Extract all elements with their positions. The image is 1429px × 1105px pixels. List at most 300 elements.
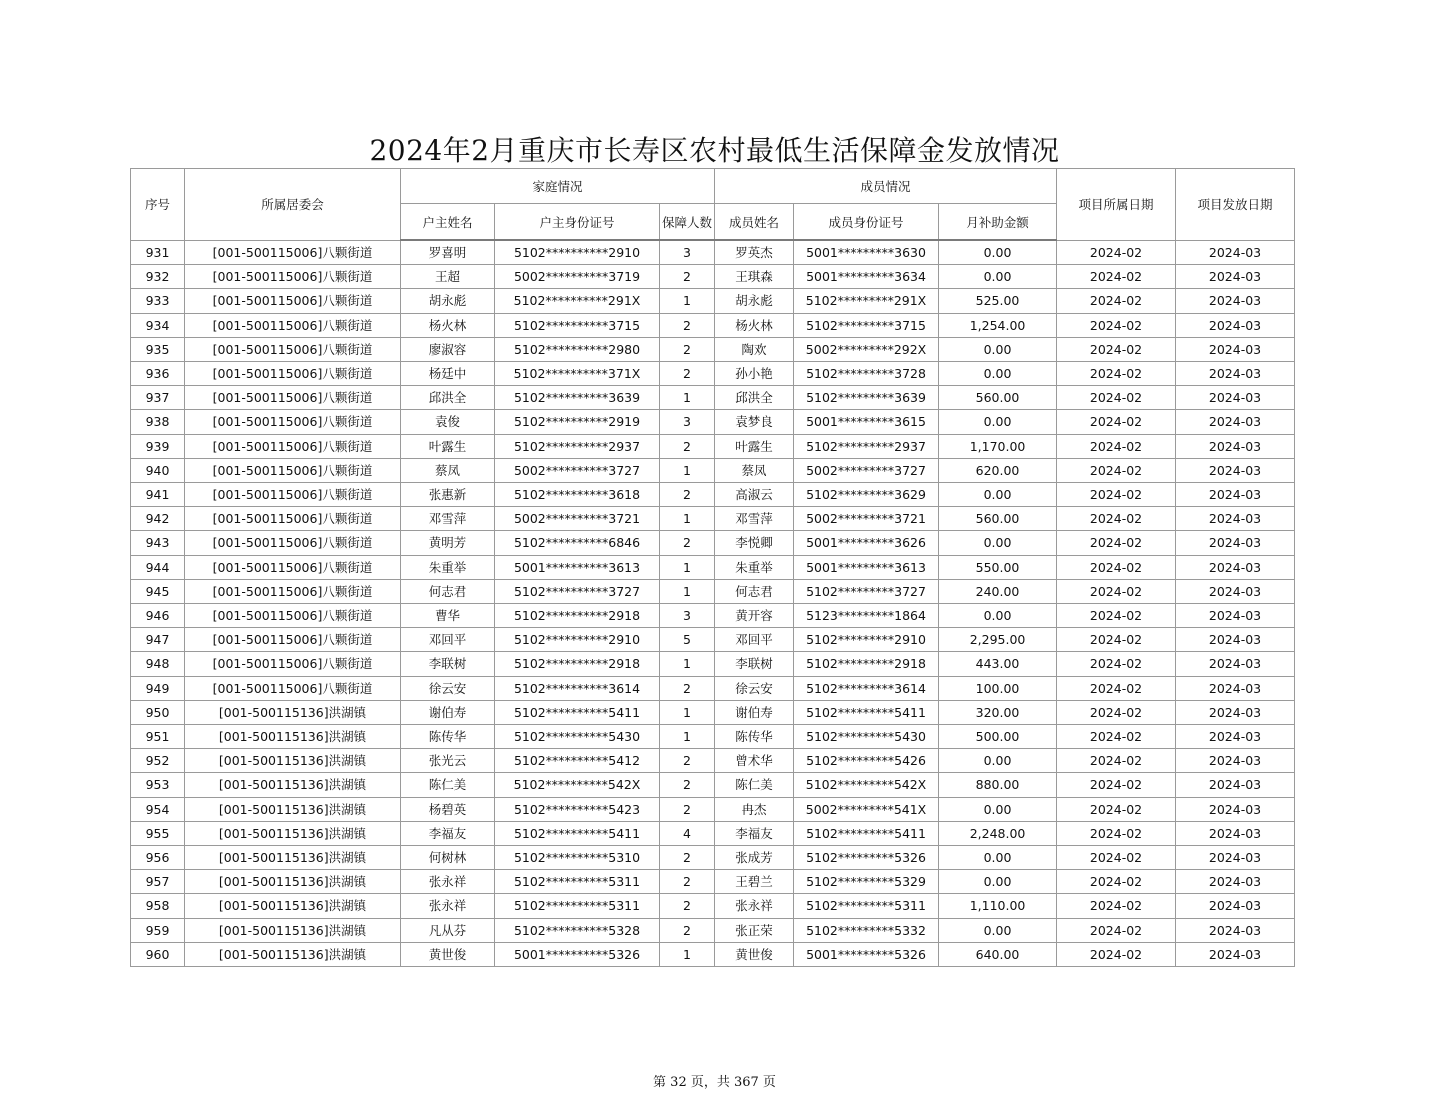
project-month-cell: 2024-02: [1057, 458, 1176, 482]
seq-cell: 946: [131, 604, 185, 628]
amount-cell: 620.00: [939, 458, 1057, 482]
head-id-cell: 5102**********2918: [495, 604, 660, 628]
committee-cell: [001-500115006]八颗街道: [185, 531, 401, 555]
project-month-cell: 2024-02: [1057, 507, 1176, 531]
amount-cell: 100.00: [939, 676, 1057, 700]
release-month-cell: 2024-03: [1176, 652, 1295, 676]
seq-cell: 956: [131, 846, 185, 870]
head-id-cell: 5102**********3727: [495, 579, 660, 603]
head-name-cell: 邓雪萍: [401, 507, 495, 531]
member-name-cell: 张成芳: [715, 846, 794, 870]
release-month-cell: 2024-03: [1176, 700, 1295, 724]
member-name-cell: 罗英杰: [715, 240, 794, 265]
head-id-cell: 5102**********291X: [495, 289, 660, 313]
seq-cell: 942: [131, 507, 185, 531]
member-id-cell: 5002*********292X: [794, 337, 939, 361]
project-month-cell: 2024-02: [1057, 604, 1176, 628]
header-member-id: 成员身份证号: [794, 204, 939, 241]
count-cell: 1: [660, 942, 715, 966]
project-month-cell: 2024-02: [1057, 870, 1176, 894]
release-month-cell: 2024-03: [1176, 773, 1295, 797]
head-name-cell: 陈传华: [401, 725, 495, 749]
table-row: [131, 265, 1295, 289]
amount-cell: 0.00: [939, 797, 1057, 821]
head-id-cell: 5102**********2937: [495, 434, 660, 458]
project-month-cell: 2024-02: [1057, 942, 1176, 966]
count-cell: 2: [660, 846, 715, 870]
table-row: [131, 700, 1295, 724]
table-row: [131, 918, 1295, 942]
member-name-cell: 谢伯寿: [715, 700, 794, 724]
head-id-cell: 5102**********5328: [495, 918, 660, 942]
committee-cell: [001-500115136]洪湖镇: [185, 773, 401, 797]
amount-cell: 0.00: [939, 337, 1057, 361]
amount-cell: 0.00: [939, 749, 1057, 773]
head-name-cell: 张永祥: [401, 894, 495, 918]
seq-cell: 957: [131, 870, 185, 894]
count-cell: 2: [660, 483, 715, 507]
seq-cell: 945: [131, 579, 185, 603]
count-cell: 2: [660, 894, 715, 918]
count-cell: 2: [660, 918, 715, 942]
committee-cell: [001-500115006]八颗街道: [185, 604, 401, 628]
head-name-cell: 廖淑容: [401, 337, 495, 361]
head-name-cell: 曹华: [401, 604, 495, 628]
head-id-cell: 5102**********2918: [495, 652, 660, 676]
count-cell: 2: [660, 265, 715, 289]
table-row: [131, 579, 1295, 603]
count-cell: 1: [660, 700, 715, 724]
release-month-cell: 2024-03: [1176, 434, 1295, 458]
seq-cell: 953: [131, 773, 185, 797]
release-month-cell: 2024-03: [1176, 410, 1295, 434]
member-id-cell: 5102*********5411: [794, 700, 939, 724]
member-name-cell: 蔡凤: [715, 458, 794, 482]
count-cell: 1: [660, 652, 715, 676]
seq-cell: 944: [131, 555, 185, 579]
table-body: [131, 240, 1295, 967]
head-id-cell: 5002**********3719: [495, 265, 660, 289]
amount-cell: 525.00: [939, 289, 1057, 313]
amount-cell: 0.00: [939, 362, 1057, 386]
table-row: [131, 240, 1295, 265]
project-month-cell: 2024-02: [1057, 918, 1176, 942]
amount-cell: 640.00: [939, 942, 1057, 966]
release-month-cell: 2024-03: [1176, 265, 1295, 289]
member-id-cell: 5001*********3634: [794, 265, 939, 289]
head-name-cell: 王超: [401, 265, 495, 289]
project-month-cell: 2024-02: [1057, 700, 1176, 724]
seq-cell: 933: [131, 289, 185, 313]
committee-cell: [001-500115136]洪湖镇: [185, 942, 401, 966]
head-id-cell: 5102**********3614: [495, 676, 660, 700]
member-id-cell: 5102*********5326: [794, 846, 939, 870]
head-id-cell: 5102**********3618: [495, 483, 660, 507]
page-footer: 第 32 页，共 367 页: [653, 1075, 776, 1090]
head-id-cell: 5102**********5411: [495, 821, 660, 845]
committee-cell: [001-500115136]洪湖镇: [185, 700, 401, 724]
release-month-cell: 2024-03: [1176, 362, 1295, 386]
seq-cell: 936: [131, 362, 185, 386]
member-name-cell: 邓雪萍: [715, 507, 794, 531]
head-id-cell: 5102**********6846: [495, 531, 660, 555]
table-row: [131, 410, 1295, 434]
amount-cell: 0.00: [939, 604, 1057, 628]
release-month-cell: 2024-03: [1176, 507, 1295, 531]
committee-cell: [001-500115006]八颗街道: [185, 240, 401, 265]
member-id-cell: 5102*********3614: [794, 676, 939, 700]
release-month-cell: 2024-03: [1176, 918, 1295, 942]
head-name-cell: 杨碧英: [401, 797, 495, 821]
member-id-cell: 5102*********291X: [794, 289, 939, 313]
project-month-cell: 2024-02: [1057, 797, 1176, 821]
head-id-cell: 5102**********2910: [495, 240, 660, 265]
member-name-cell: 杨火林: [715, 313, 794, 337]
seq-cell: 959: [131, 918, 185, 942]
committee-cell: [001-500115136]洪湖镇: [185, 821, 401, 845]
committee-cell: [001-500115006]八颗街道: [185, 555, 401, 579]
release-month-cell: 2024-03: [1176, 797, 1295, 821]
member-name-cell: 朱重举: [715, 555, 794, 579]
count-cell: 2: [660, 676, 715, 700]
committee-cell: [001-500115006]八颗街道: [185, 458, 401, 482]
table-row: [131, 676, 1295, 700]
project-month-cell: 2024-02: [1057, 386, 1176, 410]
seq-cell: 932: [131, 265, 185, 289]
head-name-cell: 邓回平: [401, 628, 495, 652]
release-month-cell: 2024-03: [1176, 555, 1295, 579]
committee-cell: [001-500115006]八颗街道: [185, 362, 401, 386]
amount-cell: 0.00: [939, 870, 1057, 894]
table-row: [131, 628, 1295, 652]
member-id-cell: 5001*********3615: [794, 410, 939, 434]
table-row: [131, 773, 1295, 797]
amount-cell: 0.00: [939, 265, 1057, 289]
seq-cell: 934: [131, 313, 185, 337]
project-month-cell: 2024-02: [1057, 313, 1176, 337]
committee-cell: [001-500115006]八颗街道: [185, 507, 401, 531]
member-id-cell: 5123*********1864: [794, 604, 939, 628]
head-id-cell: 5102**********5310: [495, 846, 660, 870]
head-id-cell: 5001**********5326: [495, 942, 660, 966]
header-project-month: 项目所属日期: [1057, 169, 1176, 241]
member-id-cell: 5102*********5311: [794, 894, 939, 918]
seq-cell: 949: [131, 676, 185, 700]
committee-cell: [001-500115006]八颗街道: [185, 652, 401, 676]
seq-cell: 952: [131, 749, 185, 773]
project-month-cell: 2024-02: [1057, 240, 1176, 265]
head-id-cell: 5102**********5423: [495, 797, 660, 821]
head-name-cell: 罗喜明: [401, 240, 495, 265]
count-cell: 2: [660, 531, 715, 555]
seq-cell: 951: [131, 725, 185, 749]
amount-cell: 443.00: [939, 652, 1057, 676]
committee-cell: [001-500115006]八颗街道: [185, 337, 401, 361]
committee-cell: [001-500115136]洪湖镇: [185, 918, 401, 942]
header-release-month: 项目发放日期: [1176, 169, 1295, 241]
member-id-cell: 5102*********2910: [794, 628, 939, 652]
head-name-cell: 张永祥: [401, 870, 495, 894]
head-id-cell: 5102**********2919: [495, 410, 660, 434]
count-cell: 2: [660, 337, 715, 361]
release-month-cell: 2024-03: [1176, 386, 1295, 410]
table-row: [131, 749, 1295, 773]
seq-cell: 939: [131, 434, 185, 458]
member-id-cell: 5102*********2918: [794, 652, 939, 676]
project-month-cell: 2024-02: [1057, 410, 1176, 434]
project-month-cell: 2024-02: [1057, 555, 1176, 579]
member-id-cell: 5102*********5329: [794, 870, 939, 894]
member-name-cell: 邱洪全: [715, 386, 794, 410]
head-name-cell: 张光云: [401, 749, 495, 773]
head-name-cell: 张惠新: [401, 483, 495, 507]
member-name-cell: 冉杰: [715, 797, 794, 821]
head-name-cell: 邱洪全: [401, 386, 495, 410]
project-month-cell: 2024-02: [1057, 483, 1176, 507]
member-id-cell: 5102*********3715: [794, 313, 939, 337]
seq-cell: 935: [131, 337, 185, 361]
head-name-cell: 何树林: [401, 846, 495, 870]
release-month-cell: 2024-03: [1176, 337, 1295, 361]
table-row: [131, 942, 1295, 966]
amount-cell: 0.00: [939, 531, 1057, 555]
seq-cell: 931: [131, 240, 185, 265]
table-row: [131, 725, 1295, 749]
member-name-cell: 张正荣: [715, 918, 794, 942]
member-name-cell: 李悦卿: [715, 531, 794, 555]
member-name-cell: 王碧兰: [715, 870, 794, 894]
count-cell: 3: [660, 604, 715, 628]
count-cell: 2: [660, 362, 715, 386]
head-name-cell: 徐云安: [401, 676, 495, 700]
table-row: [131, 362, 1295, 386]
count-cell: 2: [660, 870, 715, 894]
count-cell: 2: [660, 797, 715, 821]
benefit-table: [130, 168, 1295, 967]
member-name-cell: 黄世俊: [715, 942, 794, 966]
table-row: [131, 797, 1295, 821]
seq-cell: 950: [131, 700, 185, 724]
member-id-cell: 5102*********5426: [794, 749, 939, 773]
committee-cell: [001-500115006]八颗街道: [185, 628, 401, 652]
committee-cell: [001-500115006]八颗街道: [185, 579, 401, 603]
count-cell: 5: [660, 628, 715, 652]
page-title: 2024年2月重庆市长寿区农村最低生活保障金发放情况: [369, 134, 1060, 167]
head-name-cell: 胡永彪: [401, 289, 495, 313]
count-cell: 1: [660, 386, 715, 410]
count-cell: 3: [660, 410, 715, 434]
project-month-cell: 2024-02: [1057, 579, 1176, 603]
project-month-cell: 2024-02: [1057, 289, 1176, 313]
project-month-cell: 2024-02: [1057, 337, 1176, 361]
committee-cell: [001-500115136]洪湖镇: [185, 846, 401, 870]
table-row: [131, 555, 1295, 579]
committee-cell: [001-500115006]八颗街道: [185, 434, 401, 458]
member-id-cell: 5102*********5332: [794, 918, 939, 942]
committee-cell: [001-500115006]八颗街道: [185, 386, 401, 410]
seq-cell: 940: [131, 458, 185, 482]
header-seq: 序号: [131, 169, 185, 241]
release-month-cell: 2024-03: [1176, 240, 1295, 265]
table-row: [131, 894, 1295, 918]
release-month-cell: 2024-03: [1176, 894, 1295, 918]
count-cell: 1: [660, 507, 715, 531]
member-id-cell: 5102*********5411: [794, 821, 939, 845]
member-id-cell: 5102*********3727: [794, 579, 939, 603]
table-row: [131, 821, 1295, 845]
seq-cell: 938: [131, 410, 185, 434]
project-month-cell: 2024-02: [1057, 531, 1176, 555]
head-id-cell: 5102**********542X: [495, 773, 660, 797]
amount-cell: 240.00: [939, 579, 1057, 603]
member-name-cell: 陈仁美: [715, 773, 794, 797]
count-cell: 1: [660, 555, 715, 579]
amount-cell: 550.00: [939, 555, 1057, 579]
head-name-cell: 杨火林: [401, 313, 495, 337]
amount-cell: 0.00: [939, 918, 1057, 942]
member-name-cell: 袁梦良: [715, 410, 794, 434]
count-cell: 4: [660, 821, 715, 845]
seq-cell: 960: [131, 942, 185, 966]
header-head-id: 户主身份证号: [495, 204, 660, 241]
release-month-cell: 2024-03: [1176, 313, 1295, 337]
head-id-cell: 5102**********5411: [495, 700, 660, 724]
head-name-cell: 陈仁美: [401, 773, 495, 797]
amount-cell: 1,110.00: [939, 894, 1057, 918]
project-month-cell: 2024-02: [1057, 434, 1176, 458]
head-id-cell: 5102**********5311: [495, 870, 660, 894]
member-name-cell: 曾术华: [715, 749, 794, 773]
committee-cell: [001-500115136]洪湖镇: [185, 894, 401, 918]
member-id-cell: 5001*********3613: [794, 555, 939, 579]
seq-cell: 948: [131, 652, 185, 676]
header-count: 保障人数: [660, 204, 715, 241]
member-name-cell: 陶欢: [715, 337, 794, 361]
table-row: [131, 483, 1295, 507]
release-month-cell: 2024-03: [1176, 289, 1295, 313]
head-name-cell: 李福友: [401, 821, 495, 845]
release-month-cell: 2024-03: [1176, 579, 1295, 603]
release-month-cell: 2024-03: [1176, 749, 1295, 773]
seq-cell: 943: [131, 531, 185, 555]
head-name-cell: 谢伯寿: [401, 700, 495, 724]
release-month-cell: 2024-03: [1176, 821, 1295, 845]
header-committee: 所属居委会: [185, 169, 401, 241]
member-name-cell: 叶露生: [715, 434, 794, 458]
amount-cell: 0.00: [939, 410, 1057, 434]
member-id-cell: 5001*********3630: [794, 240, 939, 265]
head-name-cell: 朱重举: [401, 555, 495, 579]
project-month-cell: 2024-02: [1057, 628, 1176, 652]
member-id-cell: 5102*********2937: [794, 434, 939, 458]
committee-cell: [001-500115136]洪湖镇: [185, 797, 401, 821]
count-cell: 2: [660, 313, 715, 337]
head-id-cell: 5002**********3721: [495, 507, 660, 531]
member-id-cell: 5102*********3629: [794, 483, 939, 507]
release-month-cell: 2024-03: [1176, 531, 1295, 555]
amount-cell: 2,295.00: [939, 628, 1057, 652]
member-name-cell: 陈传华: [715, 725, 794, 749]
table-row: [131, 337, 1295, 361]
committee-cell: [001-500115006]八颗街道: [185, 676, 401, 700]
head-name-cell: 凡从芬: [401, 918, 495, 942]
member-id-cell: 5001*********5326: [794, 942, 939, 966]
member-name-cell: 孙小艳: [715, 362, 794, 386]
seq-cell: 941: [131, 483, 185, 507]
head-id-cell: 5102**********3715: [495, 313, 660, 337]
header-head-name: 户主姓名: [401, 204, 495, 241]
committee-cell: [001-500115136]洪湖镇: [185, 749, 401, 773]
seq-cell: 958: [131, 894, 185, 918]
member-id-cell: 5002*********3727: [794, 458, 939, 482]
member-id-cell: 5002*********541X: [794, 797, 939, 821]
member-name-cell: 何志君: [715, 579, 794, 603]
table-row: [131, 313, 1295, 337]
member-name-cell: 李福友: [715, 821, 794, 845]
head-id-cell: 5002**********3727: [495, 458, 660, 482]
committee-cell: [001-500115006]八颗街道: [185, 410, 401, 434]
project-month-cell: 2024-02: [1057, 749, 1176, 773]
release-month-cell: 2024-03: [1176, 846, 1295, 870]
member-name-cell: 徐云安: [715, 676, 794, 700]
member-id-cell: 5102*********3639: [794, 386, 939, 410]
count-cell: 2: [660, 434, 715, 458]
table-row: [131, 434, 1295, 458]
project-month-cell: 2024-02: [1057, 846, 1176, 870]
member-name-cell: 李联树: [715, 652, 794, 676]
project-month-cell: 2024-02: [1057, 821, 1176, 845]
seq-cell: 954: [131, 797, 185, 821]
release-month-cell: 2024-03: [1176, 604, 1295, 628]
member-name-cell: 张永祥: [715, 894, 794, 918]
table-row: [131, 870, 1295, 894]
head-id-cell: 5102**********371X: [495, 362, 660, 386]
amount-cell: 500.00: [939, 725, 1057, 749]
head-name-cell: 蔡凤: [401, 458, 495, 482]
committee-cell: [001-500115006]八颗街道: [185, 313, 401, 337]
release-month-cell: 2024-03: [1176, 676, 1295, 700]
project-month-cell: 2024-02: [1057, 652, 1176, 676]
header-amount: 月补助金额: [939, 204, 1057, 241]
amount-cell: 0.00: [939, 240, 1057, 265]
amount-cell: 560.00: [939, 386, 1057, 410]
head-id-cell: 5102**********2910: [495, 628, 660, 652]
head-id-cell: 5102**********5430: [495, 725, 660, 749]
member-name-cell: 胡永彪: [715, 289, 794, 313]
table-row: [131, 604, 1295, 628]
head-id-cell: 5102**********5311: [495, 894, 660, 918]
release-month-cell: 2024-03: [1176, 942, 1295, 966]
committee-cell: [001-500115006]八颗街道: [185, 483, 401, 507]
count-cell: 2: [660, 773, 715, 797]
head-name-cell: 李联树: [401, 652, 495, 676]
head-name-cell: 杨廷中: [401, 362, 495, 386]
project-month-cell: 2024-02: [1057, 894, 1176, 918]
committee-cell: [001-500115136]洪湖镇: [185, 870, 401, 894]
amount-cell: 0.00: [939, 846, 1057, 870]
release-month-cell: 2024-03: [1176, 870, 1295, 894]
seq-cell: 937: [131, 386, 185, 410]
member-name-cell: 黄开容: [715, 604, 794, 628]
header-family-group: 家庭情况: [401, 169, 715, 204]
head-id-cell: 5102**********3639: [495, 386, 660, 410]
count-cell: 1: [660, 725, 715, 749]
release-month-cell: 2024-03: [1176, 458, 1295, 482]
head-name-cell: 袁俊: [401, 410, 495, 434]
header-member-group: 成员情况: [715, 169, 1057, 204]
head-id-cell: 5102**********5412: [495, 749, 660, 773]
count-cell: 2: [660, 749, 715, 773]
